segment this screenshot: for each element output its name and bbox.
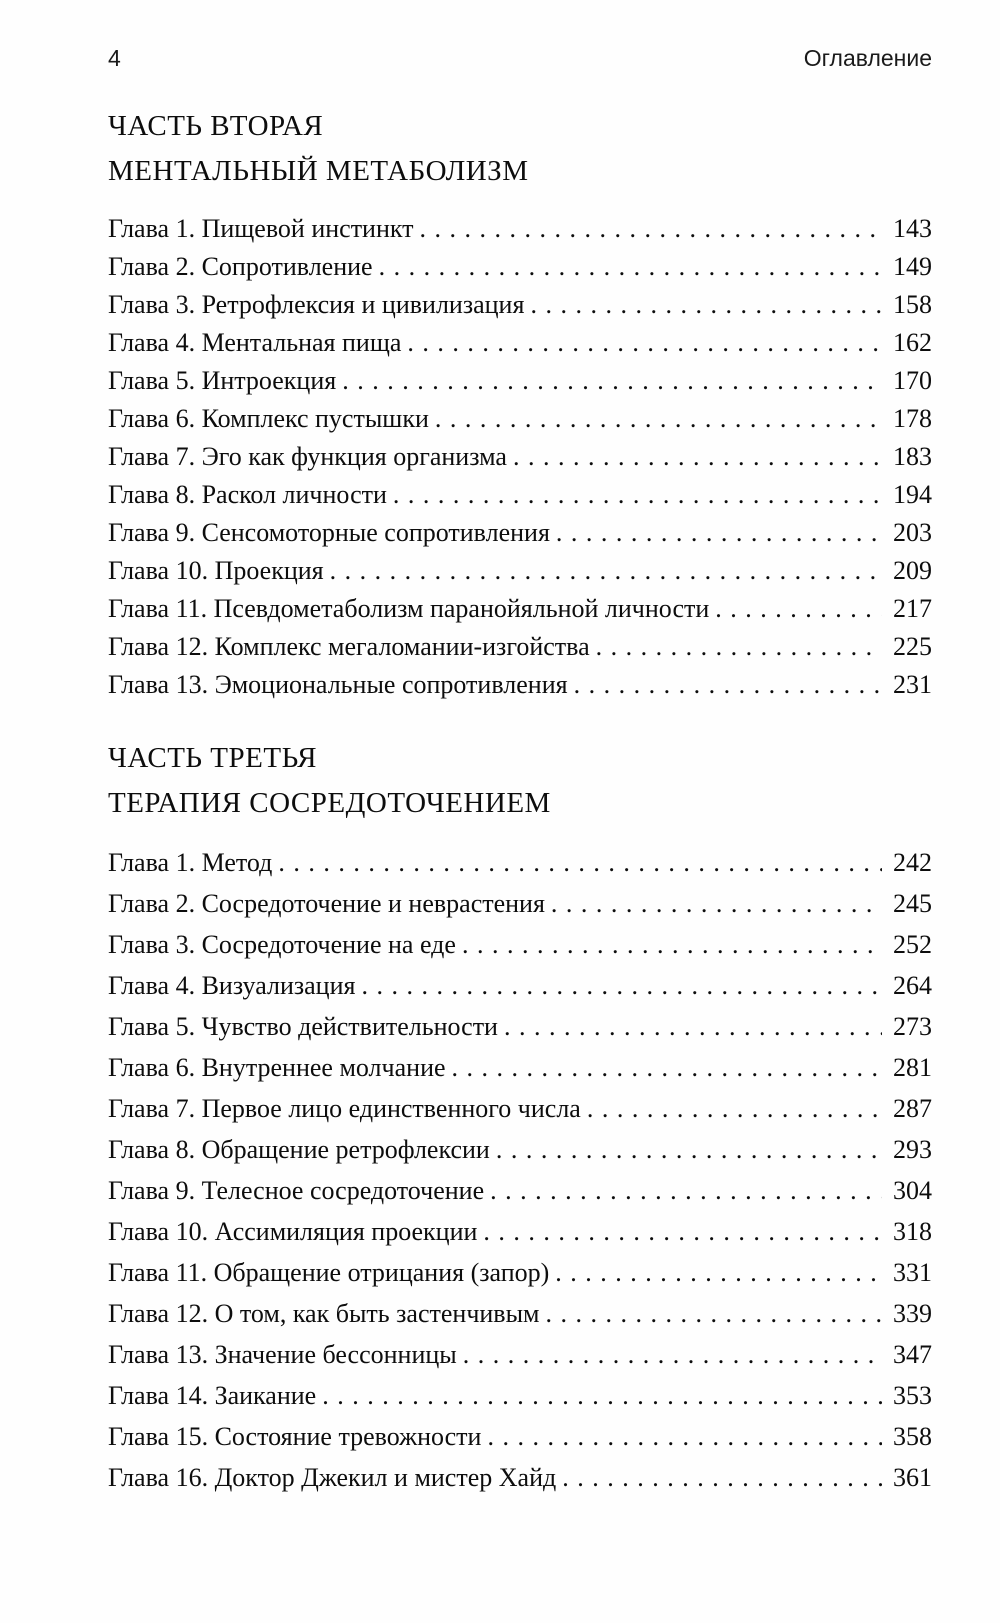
dot-leader bbox=[322, 1375, 882, 1416]
toc-entry-title: Глава 4. Ментальная пища bbox=[108, 328, 402, 357]
dot-leader bbox=[407, 324, 882, 362]
toc-section bbox=[108, 104, 932, 704]
toc-entry-title: Глава 5. Интроекция bbox=[108, 366, 337, 395]
toc-entry-title: Глава 7. Первое лицо единственного числа bbox=[108, 1094, 581, 1123]
toc-entry-page-number: 304 bbox=[893, 1176, 932, 1205]
dot-leader bbox=[551, 883, 882, 924]
dot-leader bbox=[562, 1457, 882, 1498]
dot-leader bbox=[379, 248, 882, 286]
toc-entry-row bbox=[108, 1129, 932, 1170]
toc-entry-title: Глава 11. Псевдометаболизм паранойяльной личности bbox=[108, 594, 710, 623]
toc-entry-page-number: 143 bbox=[893, 214, 932, 243]
toc-entry-title: Глава 9. Сенсомоторные сопротивления bbox=[108, 518, 550, 547]
dot-leader bbox=[483, 1211, 882, 1252]
toc-entry-title: Глава 10. Ассимиляция проекции bbox=[108, 1217, 478, 1246]
toc-entry-row bbox=[108, 1170, 932, 1211]
toc-entry-page-number: 339 bbox=[893, 1299, 932, 1328]
toc-entry-title: Глава 13. Эмоциональные сопротивления bbox=[108, 670, 568, 699]
part-heading-line-1: ЧАСТЬ ТРЕТЬЯ bbox=[108, 742, 318, 774]
part-heading bbox=[108, 736, 932, 826]
toc-entry-row bbox=[108, 210, 932, 248]
dot-leader bbox=[556, 514, 882, 552]
dot-leader bbox=[496, 1129, 882, 1170]
toc-entry-page-number: 217 bbox=[893, 594, 932, 623]
dot-leader bbox=[490, 1170, 882, 1211]
toc-entry-title: Глава 9. Телесное сосредоточение bbox=[108, 1176, 485, 1205]
toc-entry-title: Глава 6. Комплекс пустышки bbox=[108, 404, 429, 433]
part-heading-line-2: ТЕРАПИЯ СОСРЕДОТОЧЕНИЕМ bbox=[108, 787, 551, 819]
toc-entry-row bbox=[108, 476, 932, 514]
toc-entry-title: Глава 4. Визуализация bbox=[108, 971, 356, 1000]
toc-entry-title: Глава 14. Заикание bbox=[108, 1381, 317, 1410]
toc-entry-row bbox=[108, 1047, 932, 1088]
toc-entry-row bbox=[108, 666, 932, 704]
toc-entry-page-number: 162 bbox=[893, 328, 932, 357]
toc-entry-title: Глава 5. Чувство действительности bbox=[108, 1012, 498, 1041]
toc-entry-row bbox=[108, 590, 932, 628]
dot-leader bbox=[715, 590, 882, 628]
dot-leader bbox=[513, 438, 882, 476]
toc-entry-title: Глава 3. Ретрофлексия и цивилизация bbox=[108, 290, 525, 319]
part-heading bbox=[108, 104, 932, 194]
toc-entry-row bbox=[108, 248, 932, 286]
toc-entry-row bbox=[108, 324, 932, 362]
toc-entry-page-number: 361 bbox=[893, 1463, 932, 1492]
toc-entry-title: Глава 15. Состояние тревожности bbox=[108, 1422, 482, 1451]
toc-entry-title: Глава 13. Значение бессонницы bbox=[108, 1340, 457, 1369]
toc-entries bbox=[108, 842, 932, 1498]
toc-entry-row bbox=[108, 1334, 932, 1375]
toc-entry-title: Глава 7. Эго как функция организма bbox=[108, 442, 507, 471]
toc-section bbox=[108, 736, 932, 1498]
toc-entry-page-number: 347 bbox=[893, 1340, 932, 1369]
toc-entry-row bbox=[108, 1088, 932, 1129]
dot-leader bbox=[596, 628, 882, 666]
toc-entry-page-number: 264 bbox=[893, 971, 932, 1000]
toc-entry-row bbox=[108, 552, 932, 590]
dot-leader bbox=[504, 1006, 882, 1047]
toc-entry-title: Глава 11. Обращение отрицания (запор) bbox=[108, 1258, 550, 1287]
dot-leader bbox=[463, 1334, 882, 1375]
dot-leader bbox=[420, 210, 882, 248]
toc-entry-page-number: 231 bbox=[893, 670, 932, 699]
toc-entry-page-number: 273 bbox=[893, 1012, 932, 1041]
toc-entry-title: Глава 1. Метод bbox=[108, 848, 273, 877]
toc-entry-page-number: 149 bbox=[893, 252, 932, 281]
toc-entry-page-number: 209 bbox=[893, 556, 932, 585]
dot-leader bbox=[342, 362, 882, 400]
toc-entry-row bbox=[108, 514, 932, 552]
toc-entry-page-number: 293 bbox=[893, 1135, 932, 1164]
toc-entry-page-number: 178 bbox=[893, 404, 932, 433]
dot-leader bbox=[530, 286, 882, 324]
dot-leader bbox=[330, 552, 882, 590]
dot-leader bbox=[435, 400, 882, 438]
toc-entry-row bbox=[108, 842, 932, 883]
toc-entry-row bbox=[108, 1211, 932, 1252]
toc-entry-page-number: 358 bbox=[893, 1422, 932, 1451]
toc-entry-row bbox=[108, 1375, 932, 1416]
toc-entry-page-number: 252 bbox=[893, 930, 932, 959]
toc-entry-page-number: 353 bbox=[893, 1381, 932, 1410]
toc-entry-row bbox=[108, 362, 932, 400]
toc-entry-title: Глава 1. Пищевой инстинкт bbox=[108, 214, 414, 243]
toc-entry-page-number: 194 bbox=[893, 480, 932, 509]
toc-entry-row bbox=[108, 883, 932, 924]
toc-entry-page-number: 203 bbox=[893, 518, 932, 547]
dot-leader bbox=[574, 666, 882, 704]
toc-entry-title: Глава 6. Внутреннее молчание bbox=[108, 1053, 446, 1082]
dot-leader bbox=[361, 965, 882, 1006]
part-heading-line-1: ЧАСТЬ ВТОРАЯ bbox=[108, 110, 324, 142]
toc-entry-title: Глава 2. Сосредоточение и неврастения bbox=[108, 889, 545, 918]
table-of-contents bbox=[108, 104, 932, 1498]
toc-entry-row bbox=[108, 924, 932, 965]
dot-leader bbox=[452, 1047, 882, 1088]
running-header-title: Оглавление bbox=[803, 45, 932, 71]
toc-entries bbox=[108, 210, 932, 704]
dot-leader bbox=[278, 842, 882, 883]
toc-entry-title: Глава 3. Сосредоточение на еде bbox=[108, 930, 456, 959]
running-header bbox=[108, 44, 932, 72]
toc-entry-row bbox=[108, 438, 932, 476]
toc-entry-title: Глава 2. Сопротивление bbox=[108, 252, 373, 281]
toc-entry-page-number: 183 bbox=[893, 442, 932, 471]
toc-entry-row bbox=[108, 1252, 932, 1293]
toc-entry-row bbox=[108, 628, 932, 666]
toc-entry-page-number: 245 bbox=[893, 889, 932, 918]
page-number: 4 bbox=[108, 45, 121, 71]
dot-leader bbox=[546, 1293, 882, 1334]
dot-leader bbox=[487, 1416, 882, 1457]
toc-entry-title: Глава 12. Комплекс мегаломании-изгойства bbox=[108, 632, 590, 661]
toc-entry-row bbox=[108, 1416, 932, 1457]
dot-leader bbox=[393, 476, 882, 514]
toc-entry-row bbox=[108, 965, 932, 1006]
toc-entry-page-number: 225 bbox=[893, 632, 932, 661]
toc-entry-page-number: 242 bbox=[893, 848, 932, 877]
toc-entry-row bbox=[108, 286, 932, 324]
toc-entry-title: Глава 10. Проекция bbox=[108, 556, 324, 585]
toc-entry-page-number: 158 bbox=[893, 290, 932, 319]
toc-entry-title: Глава 16. Доктор Джекил и мистер Хайд bbox=[108, 1463, 557, 1492]
dot-leader bbox=[555, 1252, 882, 1293]
toc-entry-title: Глава 12. О том, как быть застенчивым bbox=[108, 1299, 540, 1328]
toc-entry-page-number: 170 bbox=[893, 366, 932, 395]
toc-entry-page-number: 287 bbox=[893, 1094, 932, 1123]
toc-entry-row bbox=[108, 1293, 932, 1334]
part-heading-line-2: МЕНТАЛЬНЫЙ МЕТАБОЛИЗМ bbox=[108, 155, 529, 187]
dot-leader bbox=[587, 1088, 882, 1129]
toc-entry-row bbox=[108, 1457, 932, 1498]
dot-leader bbox=[462, 924, 882, 965]
toc-entry-title: Глава 8. Раскол личности bbox=[108, 480, 387, 509]
toc-entry-page-number: 318 bbox=[893, 1217, 932, 1246]
toc-entry-row bbox=[108, 1006, 932, 1047]
toc-entry-title: Глава 8. Обращение ретрофлексии bbox=[108, 1135, 490, 1164]
toc-entry-page-number: 331 bbox=[893, 1258, 932, 1287]
toc-entry-row bbox=[108, 400, 932, 438]
toc-entry-page-number: 281 bbox=[893, 1053, 932, 1082]
